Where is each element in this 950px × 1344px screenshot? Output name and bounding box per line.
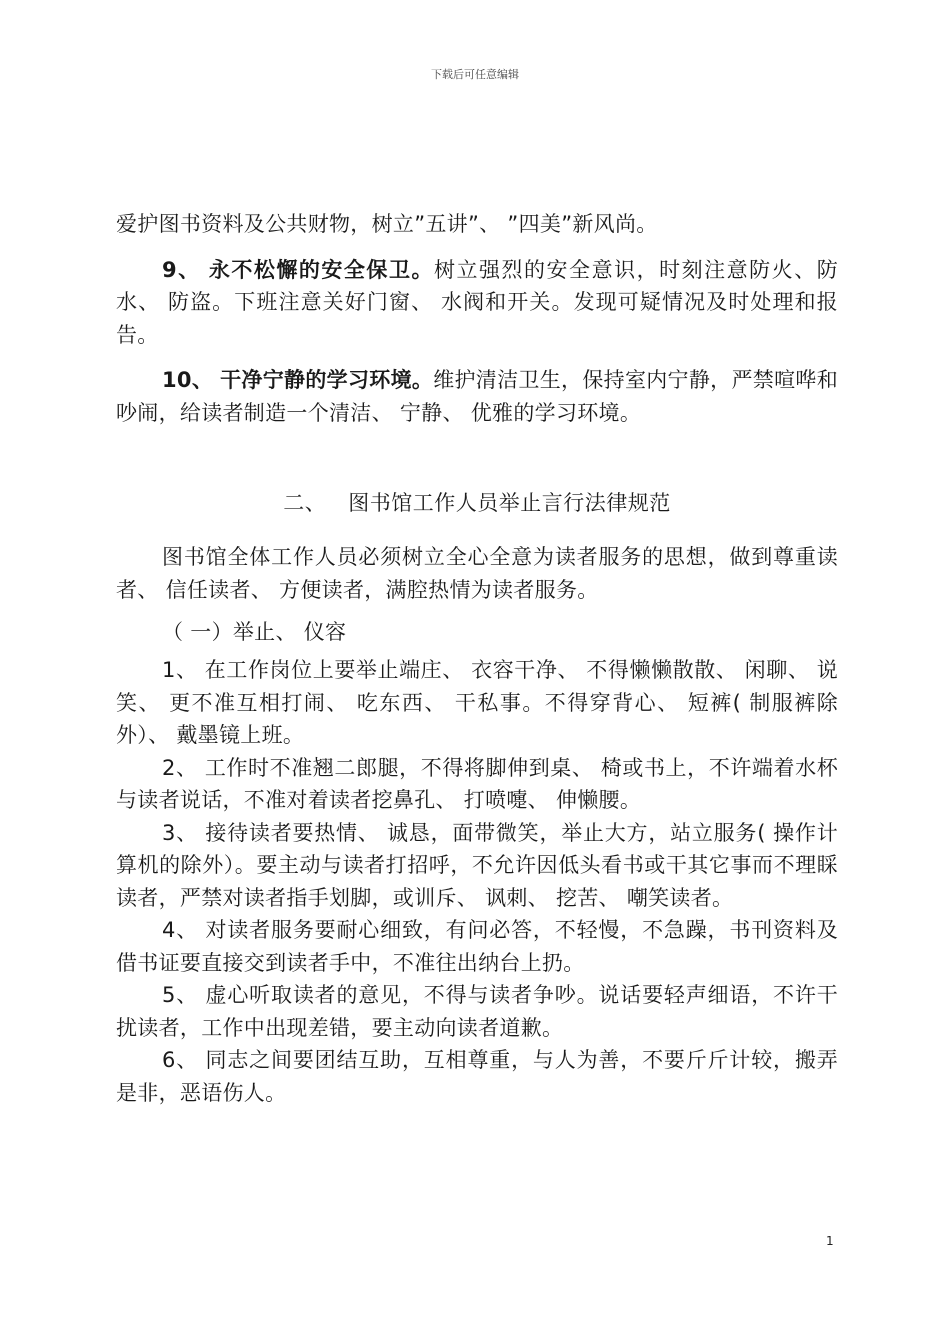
section-intro: 图书馆全体工作人员必须树立全心全意为读者服务的思想，做到尊重读者、 信任读者、 方便读者，满腔热情为读者服务。 [116,545,838,602]
intro-continuation: 爱护图书资料及公共财物，树立”五讲”、 ”四美”新风尚。 [116,212,658,236]
rule-item: 4、 对读者服务要耐心细致，有问必答，不轻慢，不急躁，书刊资料及借书证要直接交到读者手中，不准往出纳台上扔。 [116,918,838,975]
subsection-heading: （ 一）举止、 仪容 [162,620,347,644]
rule-item: 1、 在工作岗位上要举止端庄、 衣容干净、 不得懒懒散散、 闲聊、 说笑、 更不准互相打闹、 吃东西、 干私事。不得穿背心、 短裤( 制服裤除外）、 戴墨镜上班。 [116,658,838,747]
item-10-num: 10、 [162,368,214,392]
document-body [116,208,838,1109]
item-9-body: 树立强烈的安全意识，时刻注意防火、防水、 防盗。下班注意关好门窗、 水阀和开关。发现可疑情况及时处理和报告。 [116,257,839,347]
page-number: 1 [826,1234,834,1248]
rule-item: 6、 同志之间要团结互助，互相尊重，与人为善，不要斤斤计较，搬弄是非，恶语伤人。 [116,1048,838,1105]
item-10-body: 维护清洁卫生，保持室内宁静，严禁喧哗和吵闹，给读者制造一个清洁、 宁静、 优雅的学习环境。 [116,368,838,425]
item-9 [116,254,838,352]
item-9-title: 永不松懈的安全保卫。 [208,257,434,282]
item-10 [116,364,838,429]
item-10-title: 干净宁静的学习环境。 [220,368,434,392]
rule-item: 2、 工作时不准翘二郎腿，不得将脚伸到桌、 椅或书上，不许端着水杯与读者说话，不准对着读者挖鼻孔、 打喷嚏、 伸懒腰。 [116,755,838,812]
rule-item: 3、 接待读者要热情、 诚恳，面带微笑，举止大方，站立服务( 操作计算机的除外）。要主动与读者打招呼，不允许因低头看书或干其它事而不理睬读者，严禁对读者指手划脚，或训斥、 讽刺、 挖苦、 嘲笑读者。 [116,820,838,910]
rule-item: 5、 虚心听取读者的意见，不得与读者争吵。说话要轻声细语，不许干扰读者，工作中出现差错，要主动向读者道歉。 [116,983,838,1040]
section-number: 二、 [283,491,327,515]
item-9-num: 9、 [162,257,201,282]
section-title: 图书馆工作人员举止言行法律规范 [348,491,671,515]
header-note: 下载后可任意编辑 [431,68,519,81]
section-heading [116,487,838,519]
